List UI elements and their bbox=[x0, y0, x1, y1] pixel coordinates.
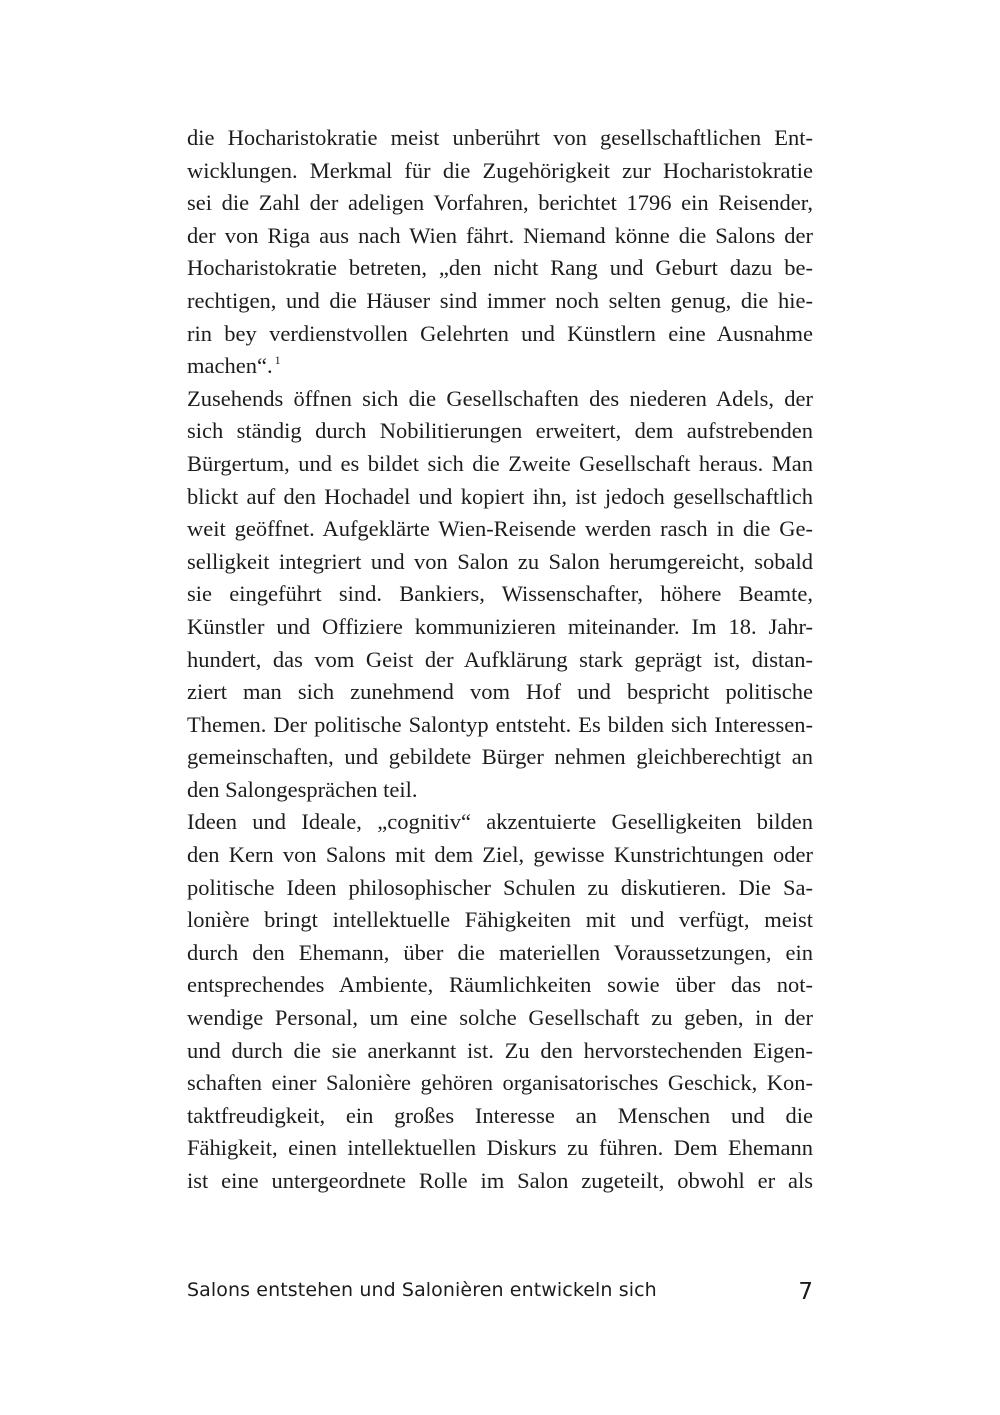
footnote-reference: 1 bbox=[274, 353, 281, 368]
text-line: hundert, das vom Geist der Aufklärung stark geprägt ist, distan- bbox=[187, 646, 813, 672]
body-text bbox=[187, 122, 813, 1198]
running-footer-title: Salons entstehen und Salonièren entwickeln sich bbox=[187, 1279, 657, 1301]
text-line: machen“. $^1$ bbox=[187, 353, 281, 379]
text-line: der von Riga aus nach Wien fährt. Niemand könne die Salons der bbox=[187, 222, 813, 248]
text-line: und durch die sie anerkannt ist. Zu den hervorstechenden Eigen- bbox=[187, 1037, 813, 1063]
text-line: rechtigen, und die Häuser sind immer noch selten genug, die hie- bbox=[187, 287, 813, 313]
text-line: Hocharistokratie betreten, „den nicht Rang und Geburt dazu be- bbox=[187, 255, 813, 281]
text-line: Fähigkeit, einen intellektuellen Diskurs zu führen. Dem Ehemann bbox=[187, 1135, 813, 1161]
text-line: blickt auf den Hochadel und kopiert ihn, ist jedoch gesellschaftlich bbox=[187, 483, 813, 509]
text-line: Ideen und Ideale, „cognitiv“ akzentuierte Geselligkeiten bilden bbox=[187, 809, 813, 835]
text-line: wendige Personal, um eine solche Gesellschaft zu geben, in der bbox=[187, 1005, 813, 1031]
text-line: Themen. Der politische Salontyp entsteht. Es bilden sich Interessen- bbox=[187, 711, 813, 737]
page-number: 7 bbox=[798, 1279, 813, 1305]
text-line: durch den Ehemann, über die materiellen Voraussetzungen, ein bbox=[187, 939, 813, 965]
text-line: ist eine untergeordnete Rolle im Salon zugeteilt, obwohl er als bbox=[187, 1168, 813, 1193]
text-line: politische Ideen philosophischer Schulen zu diskutieren. Die Sa- bbox=[187, 874, 813, 900]
text-line: Künstler und Offiziere kommunizieren miteinander. Im 18. Jahr- bbox=[187, 613, 813, 639]
text-line: weit geöffnet. Aufgeklärte Wien-Reisende werden rasch in die Ge- bbox=[187, 516, 813, 542]
text-line: den Salongesprächen teil. bbox=[187, 776, 418, 802]
text-line: taktfreudigkeit, ein großes Interesse an Menschen und die bbox=[187, 1102, 813, 1128]
text-line: Zusehends öffnen sich die Gesellschaften des niederen Adels, der bbox=[187, 385, 813, 411]
text-line: rin bey verdienstvollen Gelehrten und Künstlern eine Ausnahme bbox=[187, 320, 813, 346]
text-line: lonière bringt intellektuelle Fähigkeiten mit und verfügt, meist bbox=[187, 907, 813, 933]
text-line: sich ständig durch Nobilitierungen erweitert, dem aufstrebenden bbox=[187, 418, 813, 444]
text-line: entsprechendes Ambiente, Räumlichkeiten sowie über das not- bbox=[187, 972, 813, 998]
text-line: ziert man sich zunehmend vom Hof und bespricht politische bbox=[187, 679, 813, 705]
text-line: selligkeit integriert und von Salon zu Salon herumgereicht, sobald bbox=[187, 548, 813, 574]
text-line: sei die Zahl der adeligen Vorfahren, berichtet 1796 ein Reisender, bbox=[187, 190, 813, 216]
text-line: wicklungen. Merkmal für die Zugehörigkeit zur Hocharistokratie bbox=[187, 157, 813, 183]
text-line: Bürgertum, und es bildet sich die Zweite Gesellschaft heraus. Man bbox=[187, 450, 813, 476]
text-line: die Hocharistokratie meist unberührt von gesellschaftlichen Ent- bbox=[187, 125, 813, 150]
text-line: gemeinschaften, und gebildete Bürger nehmen gleichberechtigt an bbox=[187, 744, 813, 770]
text-line: schaften einer Salonière gehören organisatorisches Geschick, Kon- bbox=[187, 1070, 813, 1096]
text-line: sie eingeführt sind. Bankiers, Wissenschafter, höhere Beamte, bbox=[187, 581, 813, 607]
text-line: den Kern von Salons mit dem Ziel, gewisse Kunstrichtungen oder bbox=[187, 842, 813, 868]
